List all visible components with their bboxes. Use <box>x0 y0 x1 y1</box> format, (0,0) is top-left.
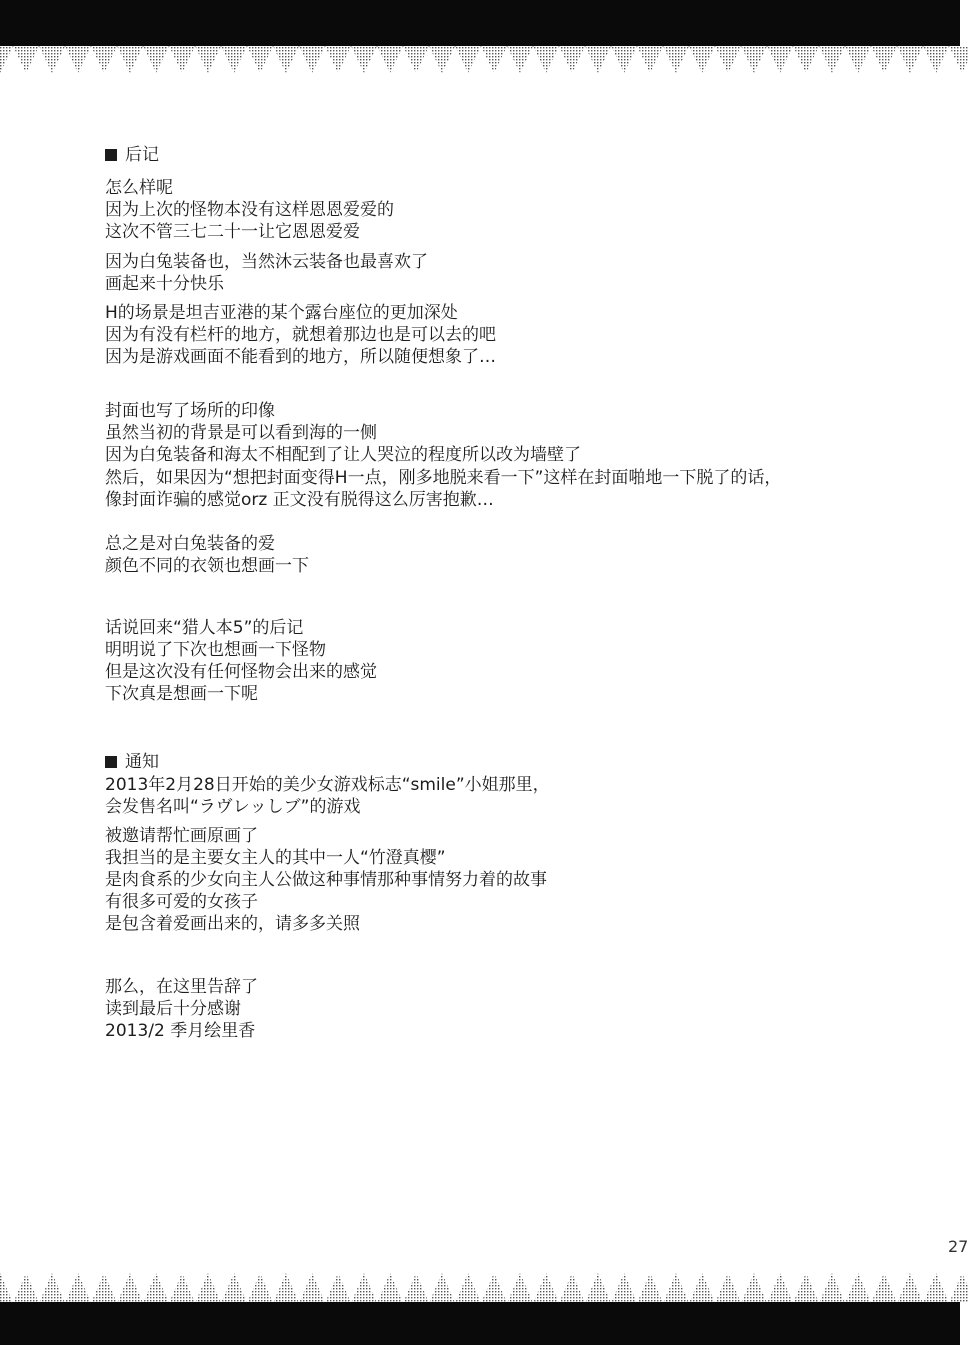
top-black-strip <box>0 0 960 46</box>
text-line: 虽然当初的背景是可以看到海的一侧 <box>105 423 377 443</box>
text-line: 总之是对白兔装备的爱 <box>105 534 275 554</box>
text-line: 有很多可爱的女孩子 <box>105 892 258 912</box>
square-bullet-icon <box>105 756 117 768</box>
text-line: 因为是游戏画面不能看到的地方，所以随便想象了… <box>105 347 496 367</box>
notice-heading-text: 通知 <box>125 752 159 772</box>
top-border-band <box>0 0 960 75</box>
text-line: 被邀请帮忙画原画了 <box>105 826 258 846</box>
text-line: 怎么样呢 <box>105 178 173 198</box>
text-line: 话说回来“猎人本5”的后记 <box>105 618 304 638</box>
top-zigzag-pattern <box>0 44 960 75</box>
text-line: 然后，如果因为“想把封面变得H一点，刚多地脱来看一下”这样在封面啪地一下脱了的话， <box>105 468 782 488</box>
text-line: 但是这次没有任何怪物会出来的感觉 <box>105 662 377 682</box>
text-line: 因为白兔装备和海太不相配到了让人哭泣的程度所以改为墙壁了 <box>105 445 581 465</box>
text-line: 颜色不同的衣领也想画一下 <box>105 556 309 576</box>
afterword-heading <box>105 144 159 166</box>
text-line: 封面也写了场所的印像 <box>105 401 275 421</box>
text-line: 画起来十分快乐 <box>105 274 224 294</box>
square-bullet-icon <box>105 149 117 161</box>
text-line: 因为白兔装备也，当然沐云装备也最喜欢了 <box>105 252 428 272</box>
text-line: 下次真是想画一下呢 <box>105 684 258 704</box>
text-line: H的场景是坦吉亚港的某个露台座位的更加深处 <box>105 303 458 323</box>
text-line: 是肉食系的少女向主人公做这种事情那种事情努力着的故事 <box>105 870 547 890</box>
text-line: 因为有没有栏杆的地方，就想着那边也是可以去的吧 <box>105 325 496 345</box>
text-line: 这次不管三七二十一让它恩恩爱爱 <box>105 222 360 242</box>
text-line: 2013年2月28日开始的美少女游戏标志“smile”小姐那里， <box>105 775 550 795</box>
text-line: 读到最后十分感谢 <box>105 999 241 1019</box>
bottom-border-band <box>0 1270 960 1345</box>
text-line: 像封面诈骗的感觉orz 正文没有脱得这么厉害抱歉… <box>105 490 494 510</box>
text-line: 那么，在这里告辞了 <box>105 977 258 997</box>
text-line: 因为上次的怪物本没有这样恩恩爱爱的 <box>105 200 394 220</box>
bottom-black-strip <box>0 1302 960 1345</box>
text-line: 明明说了下次也想画一下怪物 <box>105 640 326 660</box>
text-line: 我担当的是主要女主人的其中一人“竹澄真樱” <box>105 848 446 868</box>
text-line: 会发售名叫“ラヴレッしブ”的游戏 <box>105 797 361 817</box>
afterword-heading-text: 后记 <box>125 145 159 165</box>
text-line: 2013/2 季月绘里香 <box>105 1021 256 1041</box>
page-number: 27 <box>948 1237 968 1256</box>
notice-heading <box>105 751 159 773</box>
text-line: 是包含着爱画出来的，请多多关照 <box>105 914 360 934</box>
bottom-zigzag-pattern <box>0 1270 960 1303</box>
